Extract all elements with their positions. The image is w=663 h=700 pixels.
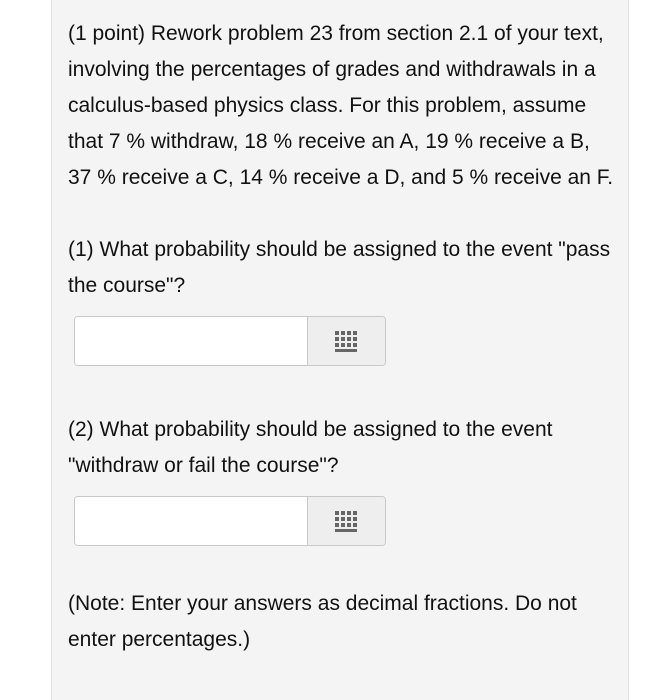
question-withdraw-or-fail-text: (2) What probability should be assigned to the event "withdraw or fail the course"? <box>68 418 553 477</box>
answer-format-note-text: (Note: Enter your answers as decimal fractions. Do not enter percentages.) <box>68 592 577 651</box>
problem-content <box>68 16 616 658</box>
answer-group-withdraw-or-fail <box>74 496 386 546</box>
question-pass-course <box>68 232 616 366</box>
pass-course-answer-input[interactable] <box>75 317 307 365</box>
problem-intro <box>68 16 616 196</box>
withdraw-or-fail-answer-input[interactable] <box>75 497 307 545</box>
answer-format-note <box>68 586 616 658</box>
answer-group-pass-course <box>74 316 386 366</box>
question-pass-course-text: (1) What probability should be assigned to the event "pass the course"? <box>68 238 611 297</box>
pass-course-equation-button[interactable] <box>307 317 385 365</box>
equation-editor-icon <box>332 506 362 536</box>
withdraw-or-fail-equation-button[interactable] <box>307 497 385 545</box>
problem-statement: (1 point) Rework problem 23 from section 2.1 of your text, involving the percentages of grades and withdrawals in a calculus-based physics class. For this problem, assume that 7 % withdraw, 18 % receive an A, 19 % receive a B, 37 % receive a C, 14 % receive a D, and 5 % receive an F. <box>68 22 614 189</box>
equation-editor-icon <box>332 326 362 356</box>
question-withdraw-or-fail <box>68 412 616 546</box>
problem-card <box>51 0 629 700</box>
